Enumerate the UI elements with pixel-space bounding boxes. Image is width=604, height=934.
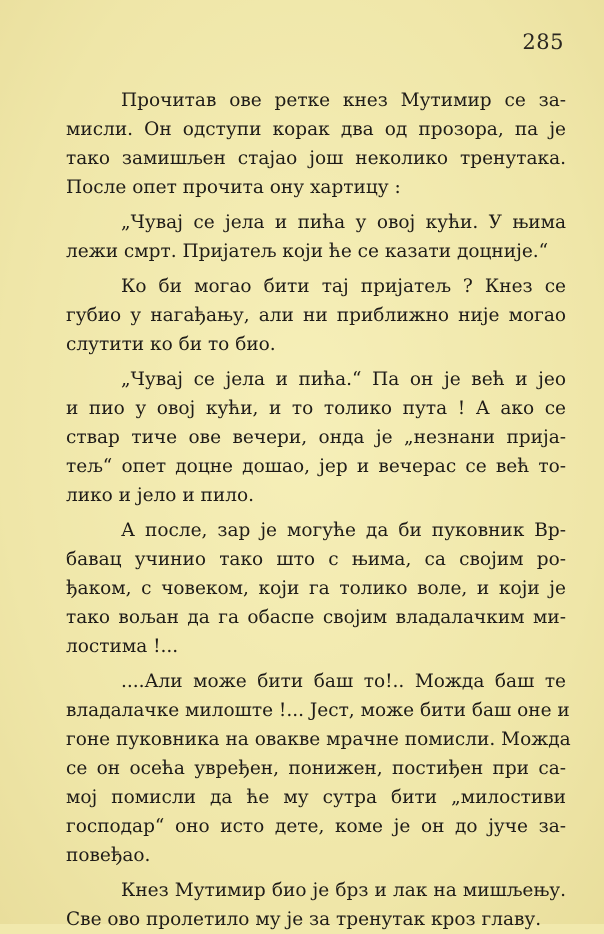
text-line: тако вољан да га обаспе својим владалачким ми- <box>66 607 566 628</box>
text-line: Ко би могао бити тај пријатељ ? Кнез се <box>121 276 566 297</box>
text-line: повеђао. <box>66 845 151 866</box>
body-text <box>66 86 571 934</box>
text-line: слутити ко би то био. <box>66 334 276 355</box>
text-line: ђаком, с човеком, који га толико воле, и који је <box>66 578 566 599</box>
paragraph <box>66 365 566 510</box>
text-line: господар“ оно исто дете, коме је он до јуче за- <box>66 816 566 837</box>
paragraph <box>66 86 566 202</box>
text-line: Све ово пролетило му је за тренутак кроз главу. <box>66 909 542 930</box>
text-line: лостима !... <box>66 636 179 657</box>
text-line: А после, зар је могуће да би пуковник Вр- <box>121 520 566 541</box>
text-line: бавац учинио тако што с њима, са својим ро- <box>66 549 566 570</box>
text-line: губио у нагађању, али ни приближно није могао <box>66 305 566 326</box>
paragraph <box>66 876 566 934</box>
text-line: тељ“ опет доцне дошао, јер и вечерас се већ то- <box>66 456 566 477</box>
text-line: се он осећа увређен, понижен, постиђен при са- <box>66 758 566 779</box>
text-line: гоне пуковника на овакве мрачне помисли. Можда <box>66 729 571 750</box>
paragraph <box>66 272 566 359</box>
text-line: тако замишљен стајао још неколико тренутака. <box>66 148 566 169</box>
text-line: После опет прочита ону хартицу : <box>66 177 401 198</box>
text-line: „Чувај се јела и пића у овој кући. У њима <box>121 212 566 233</box>
page-number: 285 <box>522 30 564 54</box>
paragraph <box>66 516 566 661</box>
paragraph <box>66 208 566 266</box>
text-line: мисли. Он одступи корак два од прозора, па је <box>66 119 566 140</box>
text-line: ствар тиче ове вечери, онда је „незнани прија- <box>66 427 566 448</box>
text-line: лежи смрт. Пријатељ који ће се казати доцније.“ <box>66 241 549 262</box>
text-line: ....Али може бити баш то!.. Можда баш те <box>121 671 566 692</box>
paragraph <box>66 667 571 870</box>
text-line: лико и јело и пило. <box>66 485 254 506</box>
text-line: и пио у овој кући, и то толико пута ! А ако се <box>66 398 566 419</box>
text-line: „Чувај се јела и пића.“ Па он је већ и јео <box>121 369 566 390</box>
text-line: мој помисли да ће му сутра бити „милостиви <box>66 787 566 808</box>
text-line: Кнез Мутимир био је брз и лак на мишљењу. <box>121 880 566 901</box>
text-line: Прочитав ове ретке кнез Мутимир се за- <box>121 90 566 111</box>
text-line: владалачке милоште !... Јест, може бити баш оне и <box>66 700 570 721</box>
